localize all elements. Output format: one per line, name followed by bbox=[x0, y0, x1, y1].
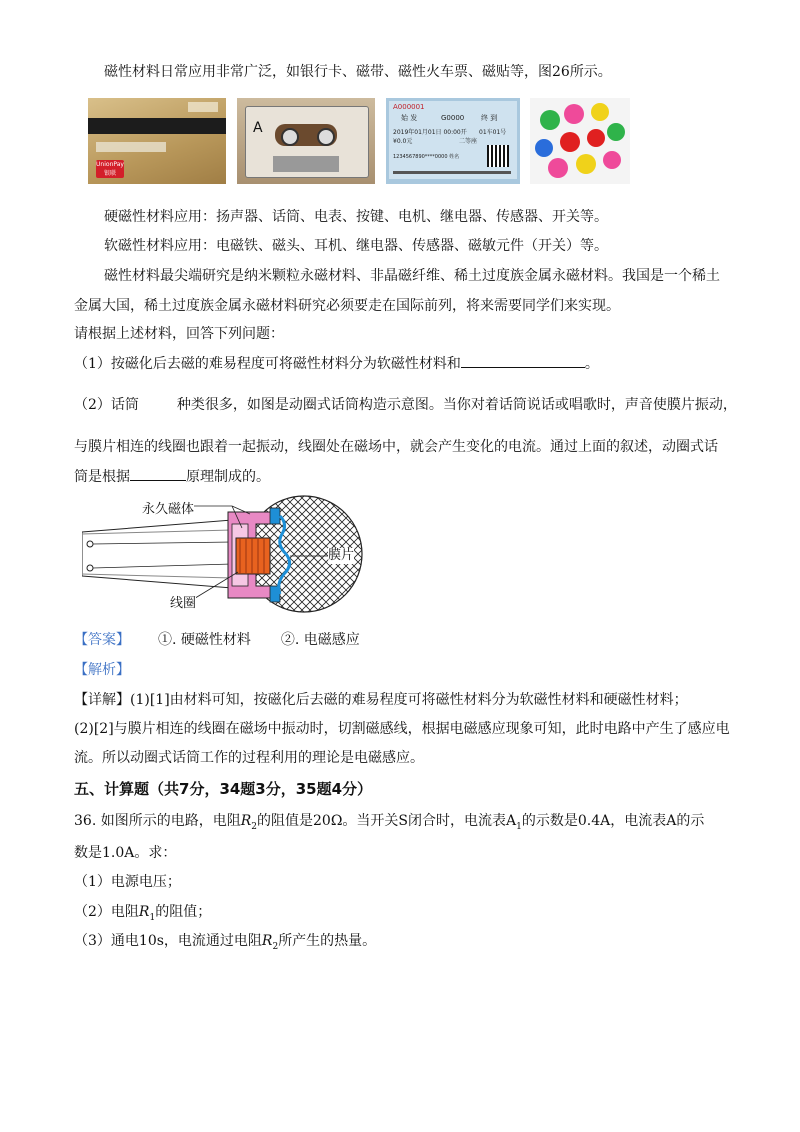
bank-card-photo bbox=[88, 98, 226, 184]
s2-var-r: R bbox=[138, 904, 150, 920]
answer-line bbox=[74, 630, 360, 650]
ticket-serial: A000001 bbox=[393, 103, 425, 111]
question-2-text-end: 原理制成的。 bbox=[186, 469, 270, 485]
q36-sub-2: 2 bbox=[251, 821, 257, 832]
s3-var-r: R bbox=[261, 933, 273, 949]
answer-tag: 【答案】 bbox=[74, 632, 130, 648]
question-2-text: 种类很多，如图是动圈式话筒构造示意图。当你对着话筒说话或唱歌时，声音使膜片振动， bbox=[176, 397, 737, 413]
ticket-bottom-strip bbox=[393, 171, 511, 174]
q36-text-c: 的示数是0.4A，电流表A的示 bbox=[521, 813, 705, 829]
question-2-text-start: 筒是根据 bbox=[74, 469, 130, 485]
question-1-end: 。 bbox=[584, 356, 599, 372]
s3-text-a: （3）通电10s，电流通过电阻 bbox=[74, 933, 262, 949]
q36-sub-1: 1 bbox=[516, 821, 522, 832]
s3-text-b: 所产生的热量。 bbox=[278, 933, 377, 949]
train-ticket-photo bbox=[386, 98, 520, 184]
ticket-seat: 01车01号 bbox=[479, 129, 507, 136]
sub-question-2 bbox=[74, 902, 211, 928]
intro-paragraph: 磁性材料日常应用非常广泛，如银行卡、磁带、磁性火车票、磁贴等，图26所示。 bbox=[104, 64, 612, 80]
signature-panel bbox=[96, 142, 166, 152]
question-2-line3 bbox=[74, 466, 270, 487]
s2-text-a: （2）电阻 bbox=[74, 904, 139, 920]
magnet-buttons-photo bbox=[530, 98, 630, 184]
qr-code bbox=[487, 145, 509, 167]
ticket-train: G0000 bbox=[441, 114, 465, 122]
question-1 bbox=[74, 353, 599, 374]
q36-text-a: 36. 如图所示的电路，电阻 bbox=[74, 813, 241, 829]
label-coil: 线圈 bbox=[170, 596, 197, 611]
label-membrane: 膜片 bbox=[328, 548, 355, 563]
ticket-to: 终 到 bbox=[481, 114, 498, 122]
research-paragraph-line1: 磁性材料最尖端研究是纳米颗粒永磁材料、非晶磁纤维、稀土过度族金属永磁材料。我国是一个稀土 bbox=[104, 268, 720, 284]
ticket-date: 2019年01月01日 00:00开 bbox=[393, 129, 467, 136]
reel-left bbox=[281, 128, 299, 146]
answer-2: ②. 电磁感应 bbox=[280, 632, 360, 648]
soft-magnetic-applications: 软磁性材料应用：电磁铁、磁头、耳机、继电器、传感器、磁敏元件（开关）等。 bbox=[104, 238, 608, 254]
ticket-class: 二等座 bbox=[459, 138, 478, 145]
detail-line1: 【详解】(1)[1]由材料可知，按磁化后去磁的难易程度可将磁性材料分为软磁性材料和硬磁性材料； bbox=[74, 692, 688, 708]
s2-text-b: 的阻值； bbox=[155, 904, 212, 920]
detail-line2: (2)[2]与膜片相连的线圈在磁场中振动时，切割磁感线，根据电磁感应现象可知，此时电路中产生了感应电 bbox=[74, 721, 730, 737]
question-36-line2: 数是1.0A。求： bbox=[74, 845, 177, 861]
card-logo-area bbox=[188, 102, 218, 112]
section-heading: 五、计算题（共7分，34题3分，35题4分） bbox=[74, 780, 373, 798]
magnetic-stripe bbox=[88, 118, 226, 134]
question-2-line1 bbox=[74, 395, 737, 415]
q36-text-b: 的阻值是20Ω。当开关S闭合时，电流表A bbox=[257, 813, 517, 829]
analysis-tag: 【解析】 bbox=[74, 662, 130, 678]
answer-prompt: 请根据上述材料，回答下列问题： bbox=[74, 326, 284, 342]
ticket-body bbox=[389, 101, 517, 179]
sub-question-1: （1）电源电压； bbox=[74, 874, 181, 890]
question-1-blank bbox=[461, 353, 585, 368]
ticket-id: 1234567890****0000 姓名 bbox=[393, 154, 460, 160]
cassette-tape-photo bbox=[237, 98, 375, 184]
hard-magnetic-applications: 硬磁性材料应用：扬声器、话筒、电表、按键、电机、继电器、传感器、开关等。 bbox=[104, 209, 608, 225]
question-1-text: （1）按磁化后去磁的难易程度可将磁性材料分为软磁性材料和 bbox=[74, 356, 461, 372]
microphone-diagram bbox=[82, 494, 372, 622]
q36-var-r: R bbox=[240, 813, 252, 829]
unionpay-logo: UnionPay 银联 bbox=[96, 161, 124, 177]
question-36-line1 bbox=[74, 811, 704, 837]
ticket-from: 始 发 bbox=[401, 114, 418, 122]
s3-sub-2: 2 bbox=[272, 941, 279, 952]
answer-1: ①. 硬磁性材料 bbox=[158, 632, 251, 648]
question-2-line2: 与膜片相连的线圈也跟着一起振动，线圈处在磁场中，就会产生变化的电流。通过上面的叙述，动圈式话 bbox=[74, 439, 718, 455]
ticket-price: ¥0.0元 bbox=[393, 138, 413, 145]
reel-right bbox=[317, 128, 335, 146]
question-2-label: （2）话筒 bbox=[74, 397, 139, 413]
sub-question-3 bbox=[74, 931, 376, 957]
question-2-blank bbox=[130, 466, 186, 481]
magnet-buttons-drawing bbox=[530, 98, 630, 184]
cassette-tape-edge bbox=[273, 156, 339, 172]
s2-sub-1: 1 bbox=[149, 912, 156, 923]
label-permanent-magnet: 永久磁体 bbox=[142, 502, 195, 517]
research-paragraph-line2: 金属大国，稀土过度族金属永磁材料研究必须要走在国际前列，将来需要同学们来实现。 bbox=[74, 298, 620, 314]
detail-line3: 流。所以动圈式话筒工作的过程利用的理论是电磁感应。 bbox=[74, 750, 424, 766]
cassette-side-letter: A bbox=[253, 120, 263, 136]
